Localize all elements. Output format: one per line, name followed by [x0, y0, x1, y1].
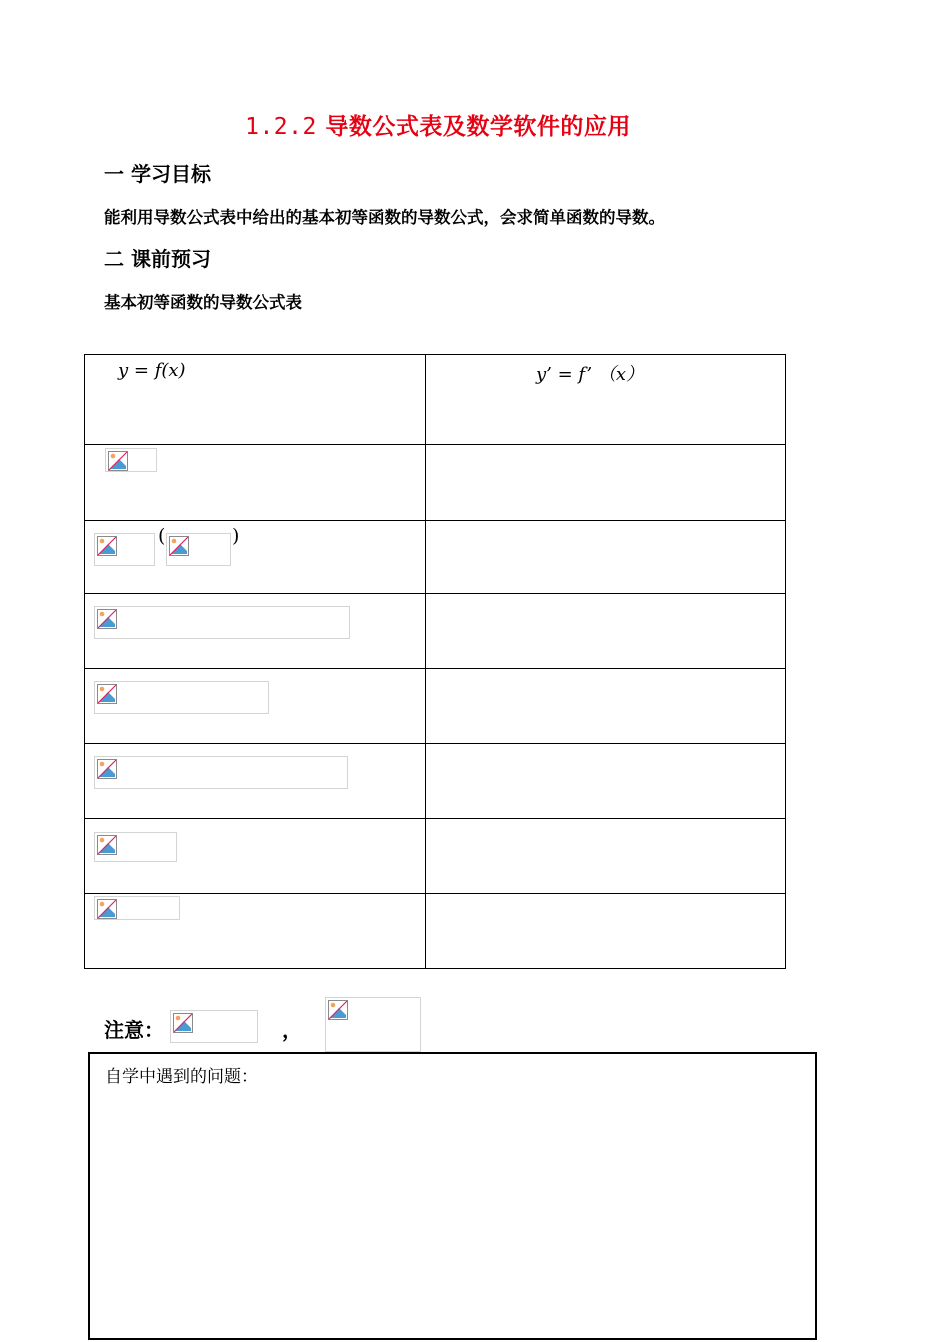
- table-cell: [426, 445, 786, 521]
- table-cell: [85, 744, 426, 819]
- table-row: [85, 594, 786, 669]
- table-cell: [426, 355, 786, 445]
- broken-image-icon: [97, 609, 117, 629]
- broken-image-icon: [97, 536, 117, 556]
- note-formula-image: [325, 997, 421, 1052]
- document-title: [0, 108, 876, 141]
- table-cell: [426, 521, 786, 594]
- header-function: y = f(x): [118, 360, 186, 381]
- broken-image-icon: [169, 536, 189, 556]
- formula-image: [94, 533, 155, 566]
- table-cell: [85, 355, 426, 445]
- note-formula-image: [170, 1010, 258, 1043]
- formula-image: [105, 448, 157, 472]
- table-row: [85, 744, 786, 819]
- header-derivative: y’ = f’ （x）: [536, 364, 644, 385]
- table-cell: [426, 819, 786, 894]
- derivative-formula-table: [84, 354, 786, 969]
- note-comma: ，: [282, 1018, 302, 1042]
- table-row: [85, 669, 786, 744]
- table-row: [85, 894, 786, 969]
- broken-image-icon: [97, 684, 117, 704]
- section-heading-preview: 二 课前预习: [104, 247, 211, 271]
- table-cell: [426, 594, 786, 669]
- broken-image-icon: [97, 835, 117, 855]
- table-cell: [426, 744, 786, 819]
- broken-image-icon: [97, 759, 117, 779]
- broken-image-icon: [108, 451, 128, 471]
- broken-image-icon: [97, 899, 117, 919]
- table-cell: [85, 594, 426, 669]
- broken-image-icon: [173, 1013, 193, 1033]
- broken-image-icon: [328, 1000, 348, 1020]
- formula-image: [94, 756, 348, 789]
- table-cell: [85, 445, 426, 521]
- table-row: [85, 521, 786, 594]
- open-paren: (: [158, 525, 166, 547]
- table-row: [85, 819, 786, 894]
- table-header-row: [85, 355, 786, 445]
- formula-image: [94, 681, 269, 714]
- note-label: 注意：: [104, 1018, 164, 1042]
- table-cell: [85, 819, 426, 894]
- table-row: [85, 445, 786, 521]
- title-number: 1.2.2: [245, 114, 317, 140]
- formula-image: [166, 533, 231, 566]
- formula-image: [94, 606, 350, 639]
- table-cell: [85, 894, 426, 969]
- preview-text: 基本初等函数的导数公式表: [104, 293, 302, 312]
- questions-label: 自学中遇到的问题：: [105, 1067, 258, 1087]
- table-cell: [85, 669, 426, 744]
- questions-box: [88, 1052, 817, 1340]
- formula-image: [94, 832, 177, 862]
- table-cell: [426, 669, 786, 744]
- table-cell: [85, 521, 426, 594]
- table-cell: [426, 894, 786, 969]
- close-paren: ): [232, 525, 240, 547]
- formula-image: [94, 896, 180, 920]
- goals-text: 能利用导数公式表中给出的基本初等函数的导数公式，会求简单函数的导数。: [104, 208, 665, 227]
- section-heading-goals: 一 学习目标: [104, 162, 211, 186]
- title-text: 导数公式表及数学软件的应用: [325, 114, 631, 140]
